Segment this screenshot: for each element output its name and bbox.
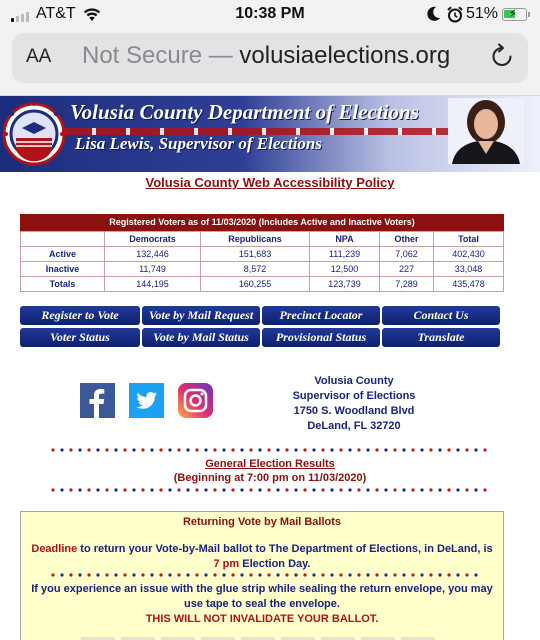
star-dot [438,448,441,451]
table-cell: 151,683 [201,247,310,262]
star-dot [204,448,207,451]
star-dot [321,573,324,576]
star-dot [312,488,315,491]
table-cell: 33,048 [434,262,504,277]
star-divider [50,572,480,578]
star-dot [312,448,315,451]
quick-links-nav [20,306,502,347]
star-dot [222,573,225,576]
star-dot [456,573,459,576]
star-dot [150,488,153,491]
election-results-link[interactable]: General Election Results [205,458,335,470]
star-dot [339,488,342,491]
voters-table-header-row [21,232,504,247]
table-corner-cell [21,232,105,247]
table-cell: 8,572 [201,262,310,277]
table-cell: 7,289 [379,277,433,292]
table-cell: 123,739 [310,277,380,292]
star-dot [348,573,351,576]
star-dot [186,448,189,451]
star-dot [195,488,198,491]
star-dot [357,488,360,491]
deadline-time: 7 pm [213,558,240,570]
star-dot [213,488,216,491]
office-address [282,374,426,434]
reader-options-button[interactable]: AA [26,46,52,67]
star-dot [393,573,396,576]
star-dot [429,448,432,451]
star-dot [159,488,162,491]
address-line: DeLand, FL 32720 [307,420,401,432]
star-dot [60,488,63,491]
star-dot [123,488,126,491]
url-domain: volusiaelections.org [239,42,451,69]
star-dot [150,448,153,451]
star-dot [231,573,234,576]
star-dot [438,573,441,576]
url-separator: — [202,42,240,69]
star-dot [429,488,432,491]
star-dot [465,488,468,491]
notice-warning: THIS WILL NOT INVALIDATE YOUR BALLOT. [145,613,379,625]
table-row [21,262,504,277]
carrier-name: AT&T [36,5,76,22]
star-dot [114,448,117,451]
star-dot [87,573,90,576]
star-dot [330,573,333,576]
address-line: 1750 S. Woodland Blvd [293,405,415,417]
star-dot [294,448,297,451]
star-dot [267,488,270,491]
registered-voters-table [20,214,504,292]
star-dot [141,573,144,576]
column-header: Other [379,232,433,247]
star-dot [204,573,207,576]
banner-title: Volusia County Department of Elections [70,100,419,124]
table-row [21,247,504,262]
voter-status-button[interactable]: Voter Status [20,328,140,347]
star-dot [114,573,117,576]
vote-by-mail-request-button[interactable]: Vote by Mail Request [142,306,260,325]
star-dot [411,573,414,576]
star-dot [438,488,441,491]
banner-subtitle: Lisa Lewis, Supervisor of Elections [75,134,322,153]
star-dot [96,573,99,576]
star-dot [366,573,369,576]
star-dot [285,488,288,491]
star-dot [303,488,306,491]
status-bar [0,0,540,30]
star-dot [312,573,315,576]
notice-title: Returning Vote by Mail Ballots [182,516,342,528]
star-dot [141,448,144,451]
star-dot [267,448,270,451]
contact-us-button[interactable]: Contact Us [382,306,500,325]
star-dot [132,573,135,576]
star-dot [375,573,378,576]
star-dot [69,448,72,451]
star-dot [141,488,144,491]
star-dot [384,573,387,576]
table-cell: 7,062 [379,247,433,262]
star-dot [60,448,63,451]
provisional-status-button[interactable]: Provisional Status [262,328,380,347]
star-dot [402,448,405,451]
star-dot [348,448,351,451]
star-dot [51,448,54,451]
star-dot [483,448,486,451]
table-cell: 435,478 [434,277,504,292]
star-dot [465,573,468,576]
star-dot [186,488,189,491]
star-dot [123,573,126,576]
star-dot [51,573,54,576]
star-dot [411,448,414,451]
star-dot [447,448,450,451]
star-dot [294,573,297,576]
star-dot [249,448,252,451]
star-dot [213,573,216,576]
star-dot [78,488,81,491]
table-cell: 227 [379,262,433,277]
star-dot [375,488,378,491]
star-dot [96,448,99,451]
star-dot [366,488,369,491]
star-dot [285,448,288,451]
star-divider [50,487,490,493]
star-dot [213,448,216,451]
star-dot [357,573,360,576]
table-cell: 402,430 [434,247,504,262]
star-dot [366,448,369,451]
star-dot [411,488,414,491]
star-dot [321,488,324,491]
star-dot [285,573,288,576]
accessibility-policy-link-text: Volusia County Web Accessibility Policy [145,175,395,190]
do-not-disturb-moon-icon [427,6,441,22]
election-results-subtitle: (Beginning at 7:00 pm on 11/03/2020) [173,472,367,484]
star-dot [402,488,405,491]
star-dot [402,573,405,576]
site-header-banner [0,96,540,172]
star-dot [465,448,468,451]
star-dot [258,488,261,491]
star-dot [258,573,261,576]
star-dot [195,448,198,451]
voters-table-caption: Registered Voters as of 11/03/2020 (Includes Active and Inactive Voters) [20,214,504,231]
star-dot [429,573,432,576]
supervisor-portrait-image [448,98,524,164]
table-cell: 12,500 [310,262,380,277]
column-header: NPA [310,232,380,247]
county-seal-logo [2,98,66,170]
star-dot [393,448,396,451]
star-dot [87,488,90,491]
star-dot [330,448,333,451]
column-header: Democrats [105,232,201,247]
star-dot [240,573,243,576]
reload-icon[interactable] [491,43,513,69]
star-dot [474,448,477,451]
row-label: Totals [21,277,105,292]
star-dot [195,573,198,576]
star-dot [123,448,126,451]
star-dot [456,448,459,451]
star-dot [87,448,90,451]
star-dot [105,573,108,576]
star-dot [258,448,261,451]
table-cell: 11,749 [105,262,201,277]
star-dot [168,488,171,491]
not-secure-label: Not Secure [82,42,203,69]
row-label: Active [21,247,105,262]
star-dot [105,448,108,451]
star-dot [321,448,324,451]
star-dot [447,488,450,491]
star-dot [393,488,396,491]
battery-percentage: 51% [466,5,499,22]
facebook-icon[interactable] [80,383,115,418]
table-cell: 144,195 [105,277,201,292]
column-header: Republicans [201,232,310,247]
register-to-vote-button[interactable]: Register to Vote [20,306,140,325]
star-dot [294,488,297,491]
star-dot [303,448,306,451]
clock: 10:38 PM [235,5,305,22]
translate-button[interactable]: Translate [382,328,500,347]
twitter-icon[interactable] [129,383,164,418]
notice-tape-text: If you experience an issue with the glue strip while sealing the return envelope, you may use tape to seal the envelope. [31,583,493,610]
star-dot [231,448,234,451]
star-dot [249,573,252,576]
star-dot [447,573,450,576]
star-dot [186,573,189,576]
star-dot [132,488,135,491]
star-dot [222,448,225,451]
star-dot [204,488,207,491]
star-dot [222,488,225,491]
accessibility-policy-link[interactable] [0,175,540,190]
star-dot [420,573,423,576]
star-dot [132,448,135,451]
star-dot [159,448,162,451]
precinct-locator-button[interactable]: Precinct Locator [262,306,380,325]
star-dot [96,488,99,491]
star-dot [456,488,459,491]
table-row [21,277,504,292]
star-dot [78,448,81,451]
table-cell: 160,255 [201,277,310,292]
star-dot [168,448,171,451]
star-dot [177,573,180,576]
star-dot [339,573,342,576]
row-label: Inactive [21,262,105,277]
star-dot [177,488,180,491]
notice-deadline-text [31,542,493,572]
deadline-end: Election Day. [239,558,311,570]
instagram-icon[interactable] [178,383,213,418]
star-dot [168,573,171,576]
star-dot [420,448,423,451]
table-cell: 111,239 [310,247,380,262]
table-cell: 132,446 [105,247,201,262]
star-dot [474,573,477,576]
address-line: Supervisor of Elections [292,390,416,402]
star-dot [60,573,63,576]
battery-icon: ⚡ [502,8,527,21]
star-dot [303,573,306,576]
star-dot [330,488,333,491]
star-dot [339,448,342,451]
star-dot [474,488,477,491]
star-dot [177,448,180,451]
star-dot [114,488,117,491]
star-dot [276,488,279,491]
star-dot [267,573,270,576]
column-header: Total [434,232,504,247]
star-dot [348,488,351,491]
star-dot [357,448,360,451]
star-dot [150,573,153,576]
deadline-label: Deadline [31,543,78,555]
star-dot [105,488,108,491]
star-dot [69,573,72,576]
star-dot [51,488,54,491]
star-dot [276,448,279,451]
star-dot [375,448,378,451]
deadline-body: to return your Vote-by-Mail ballot to The Department of Elections, in DeLand, is [77,543,493,555]
star-dot [384,448,387,451]
address-line: Volusia County [314,375,394,387]
url-text[interactable] [82,42,450,70]
star-dot [78,573,81,576]
star-dot [159,573,162,576]
star-dot [240,448,243,451]
star-dot [240,488,243,491]
star-dot [276,573,279,576]
star-dot [420,488,423,491]
alarm-clock-icon [447,6,463,23]
vote-by-mail-status-button[interactable]: Vote by Mail Status [142,328,260,347]
star-divider [50,447,490,453]
star-dot [249,488,252,491]
star-dot [231,488,234,491]
star-dot [384,488,387,491]
star-dot [483,488,486,491]
star-dot [69,488,72,491]
